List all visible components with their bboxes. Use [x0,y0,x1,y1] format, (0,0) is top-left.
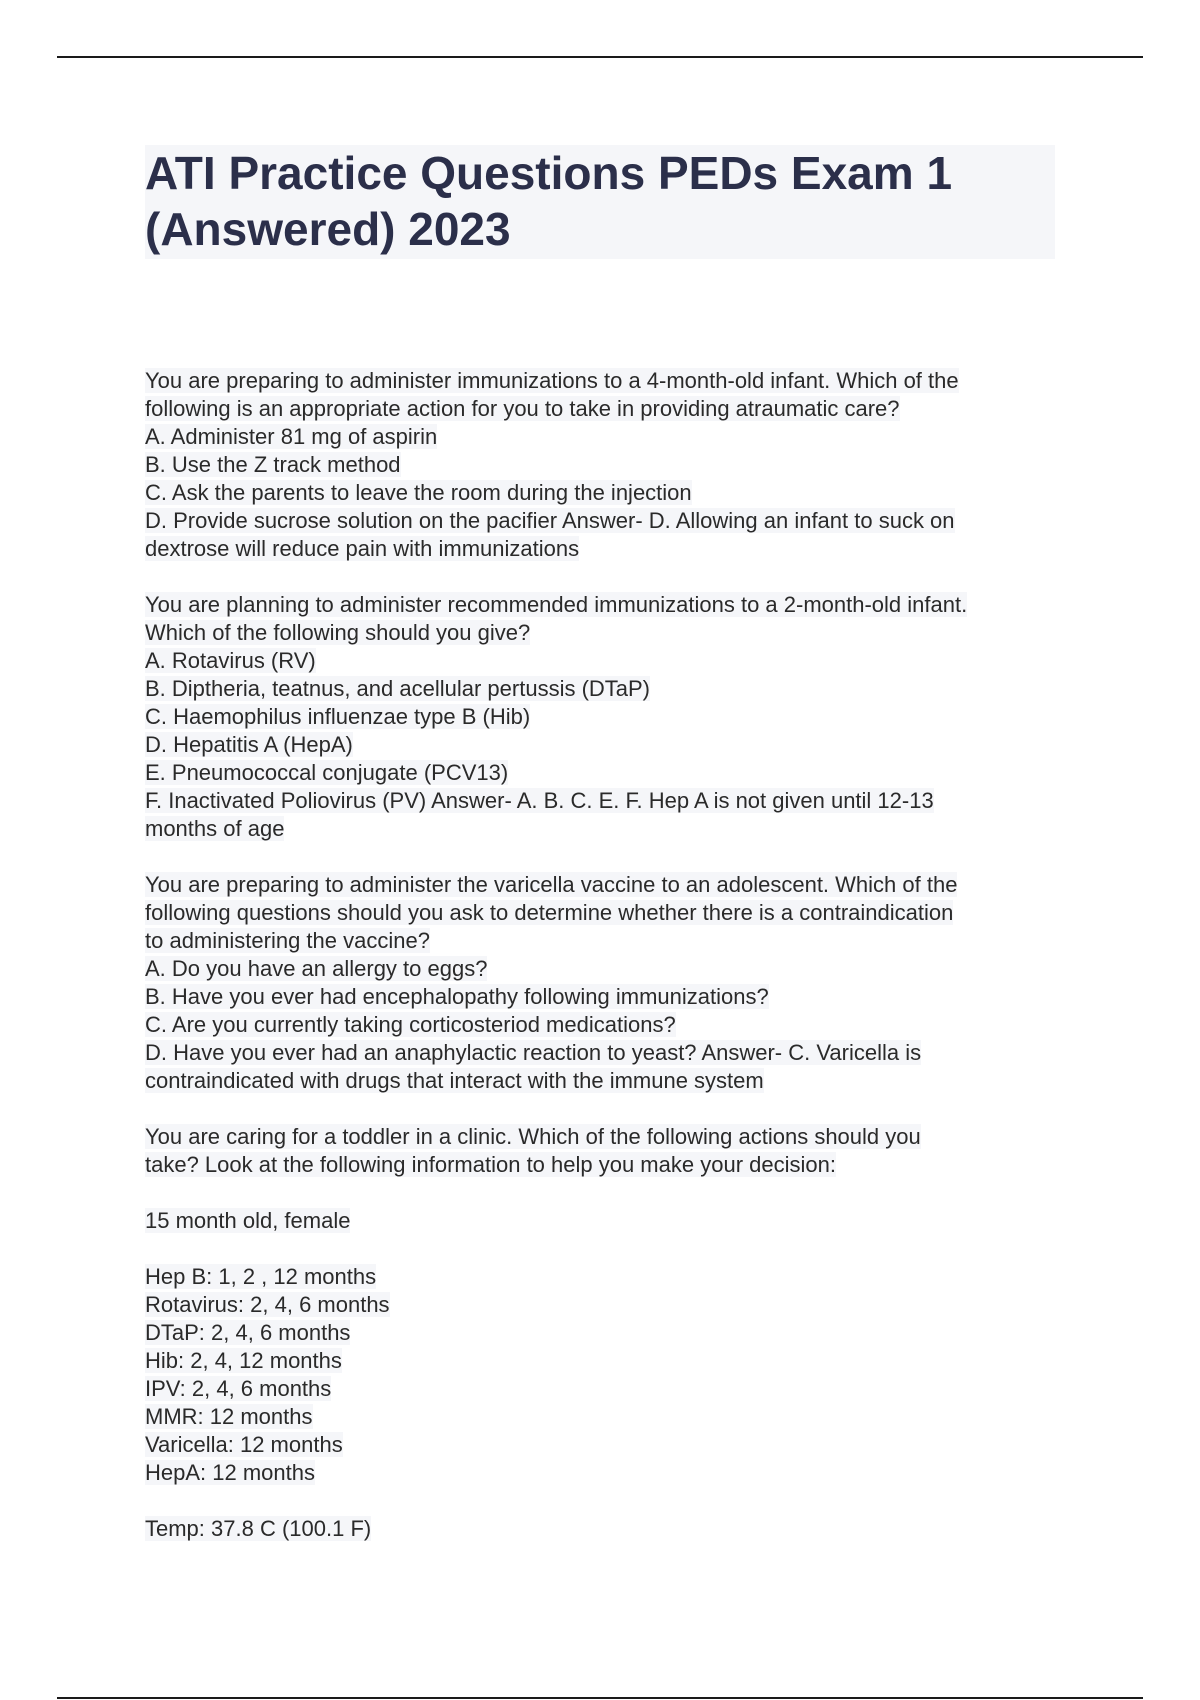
title-line-1: ATI Practice Questions PEDs Exam 1 [145,147,953,199]
text-line-content: B. Diptheria, teatnus, and acellular pertussis (DTaP) [145,676,651,701]
text-line [145,759,1075,787]
text-line [145,675,1075,703]
text-line-content: B. Use the Z track method [145,452,401,477]
text-line [145,1151,1075,1179]
text-line [145,591,1075,619]
title-block [145,145,1055,259]
text-line [145,1011,1075,1039]
text-line-content: A. Do you have an allergy to eggs? [145,956,488,981]
text-line [145,955,1075,983]
text-line-content: Rotavirus: 2, 4, 6 months [145,1292,390,1317]
text-line-content: months of age [145,816,285,841]
text-line-content: Temp: 37.8 C (100.1 F) [145,1516,372,1541]
text-block-2 [145,591,1075,843]
text-line [145,395,1075,423]
text-line-content: following is an appropriate action for you to take in providing atraumatic care? [145,396,900,421]
text-line [145,703,1075,731]
text-line-content: dextrose will reduce pain with immunizations [145,536,580,561]
text-line-content: C. Ask the parents to leave the room during the injection [145,480,692,505]
text-line [145,1263,1075,1291]
text-block-6 [145,1263,1075,1487]
text-line-content: Which of the following should you give? [145,620,531,645]
text-line [145,731,1075,759]
text-line [145,899,1075,927]
text-line [145,1403,1075,1431]
text-line-content: You are caring for a toddler in a clinic. Which of the following actions should you [145,1124,921,1149]
text-line [145,1207,1075,1235]
text-line-content: E. Pneumococcal conjugate (PCV13) [145,760,509,785]
text-line [145,423,1075,451]
text-line [145,983,1075,1011]
text-line [145,451,1075,479]
text-line-content: take? Look at the following information to help you make your decision: [145,1152,836,1177]
bottom-rule [57,1697,1143,1699]
text-line-content: F. Inactivated Poliovirus (PV) Answer- A. B. C. E. F. Hep A is not given until 12-13 [145,788,934,813]
text-line [145,1067,1075,1095]
text-line [145,787,1075,815]
text-line-content: C. Haemophilus influenzae type B (Hib) [145,704,531,729]
text-line-content: A. Rotavirus (RV) [145,648,316,673]
text-line-content: Hep B: 1, 2 , 12 months [145,1264,377,1289]
text-block-3 [145,871,1075,1095]
text-line-content: D. Provide sucrose solution on the pacifier Answer- D. Allowing an infant to suck on [145,508,955,533]
text-line-content: Hib: 2, 4, 12 months [145,1348,342,1373]
text-line [145,647,1075,675]
text-line [145,1515,1075,1543]
text-line [145,1319,1075,1347]
text-line [145,535,1075,563]
text-line-content: contraindicated with drugs that interact with the immune system [145,1068,764,1093]
text-line-content: D. Hepatitis A (HepA) [145,732,353,757]
text-line-content: to administering the vaccine? [145,928,430,953]
text-block-7 [145,1515,1075,1543]
text-line [145,1039,1075,1067]
text-line [145,1459,1075,1487]
text-line-content: DTaP: 2, 4, 6 months [145,1320,351,1345]
text-line-content: You are preparing to administer immunizations to a 4-month-old infant. Which of the [145,368,959,393]
text-line [145,1375,1075,1403]
text-line [145,1347,1075,1375]
text-line [145,1431,1075,1459]
text-line-content: MMR: 12 months [145,1404,313,1429]
text-line [145,619,1075,647]
text-line-content: C. Are you currently taking corticosteriod medications? [145,1012,676,1037]
document-body [145,367,1075,1571]
text-line [145,507,1075,535]
text-block-1 [145,367,1075,563]
text-line [145,1291,1075,1319]
text-line-content: B. Have you ever had encephalopathy following immunizations? [145,984,769,1009]
text-line-content: Varicella: 12 months [145,1432,343,1457]
page-title [145,145,1055,257]
title-line-2: (Answered) 2023 [145,203,511,255]
text-line [145,367,1075,395]
text-line-content: You are preparing to administer the varicella vaccine to an adolescent. Which of the [145,872,958,897]
text-line-content: following questions should you ask to determine whether there is a contraindication [145,900,954,925]
text-block-4 [145,1123,1075,1179]
text-line [145,815,1075,843]
text-line [145,927,1075,955]
text-line-content: 15 month old, female [145,1208,351,1233]
text-line [145,871,1075,899]
text-line-content: A. Administer 81 mg of aspirin [145,424,438,449]
text-line-content: HepA: 12 months [145,1460,315,1485]
text-line [145,1123,1075,1151]
top-rule [57,56,1143,58]
text-line [145,479,1075,507]
text-block-5 [145,1207,1075,1235]
text-line-content: You are planning to administer recommended immunizations to a 2-month-old infant. [145,592,968,617]
text-line-content: D. Have you ever had an anaphylactic reaction to yeast? Answer- C. Varicella is [145,1040,922,1065]
text-line-content: IPV: 2, 4, 6 months [145,1376,332,1401]
